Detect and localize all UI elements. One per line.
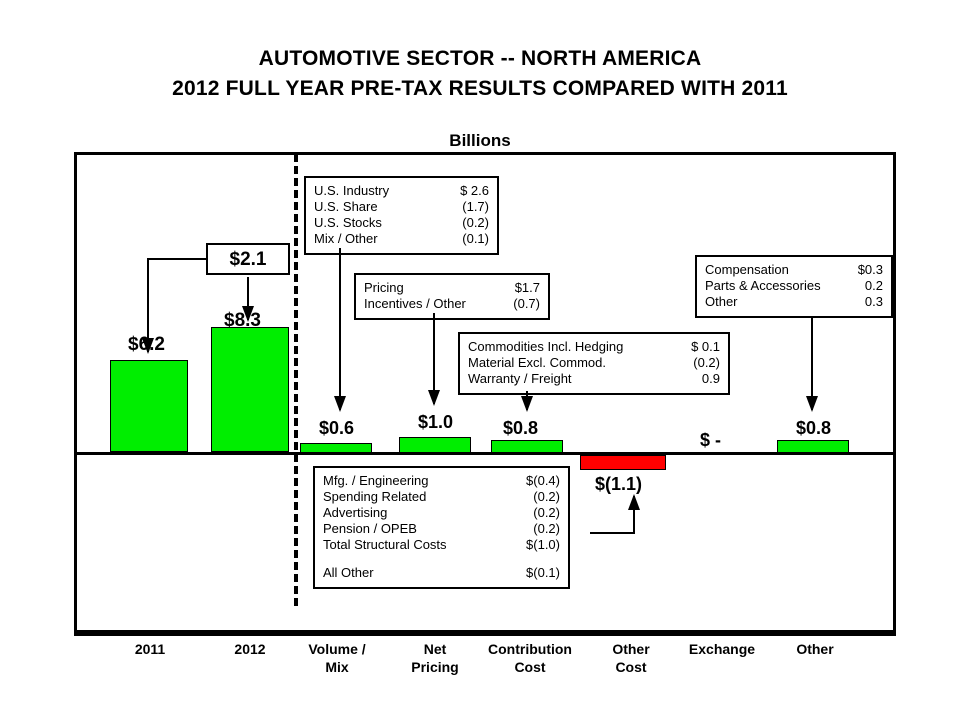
bar-label-volume-mix: $0.6 bbox=[319, 418, 355, 438]
title-line-2: 2012 FULL YEAR PRE-TAX RESULTS COMPARED WITH 2011 bbox=[172, 77, 788, 100]
title-line-1: AUTOMOTIVE SECTOR -- NORTH AMERICA bbox=[258, 47, 702, 70]
callout-label: Parts & Accessories bbox=[705, 278, 821, 293]
bar-label-2012: $8.3 bbox=[224, 310, 261, 331]
contribution-cost-callout bbox=[458, 332, 730, 395]
x-label-2011 bbox=[108, 640, 192, 658]
callout-label: Warranty / Freight bbox=[468, 371, 572, 386]
x-label-line1: Volume / bbox=[308, 641, 366, 657]
callout-label: U.S. Share bbox=[314, 199, 378, 214]
callout-label: U.S. Industry bbox=[314, 183, 390, 198]
bar-other bbox=[777, 440, 849, 453]
callout-value: $1.7 bbox=[514, 280, 540, 295]
units-label: Billions bbox=[449, 131, 511, 150]
bar-label-other-cost: $(1.1) bbox=[595, 474, 643, 494]
callout-value: (1.7) bbox=[462, 199, 489, 214]
bar-label-exchange: $ - bbox=[700, 430, 722, 450]
x-label-line2: Pricing bbox=[411, 659, 459, 675]
callout-label: Other bbox=[705, 294, 738, 309]
x-label-contribution-cost bbox=[478, 640, 582, 676]
callout-label: Total Structural Costs bbox=[323, 537, 447, 552]
bar-2012 bbox=[211, 327, 289, 452]
page-title bbox=[0, 44, 960, 104]
x-label-line1: 2012 bbox=[234, 641, 266, 657]
zero-baseline bbox=[74, 452, 896, 455]
callout-value: 0.9 bbox=[701, 371, 720, 386]
x-label-line2: Cost bbox=[514, 659, 546, 675]
x-label-2012 bbox=[208, 640, 292, 658]
x-label-line2: Mix bbox=[325, 659, 349, 675]
callout-value: $(0.4) bbox=[526, 473, 560, 488]
callout-label: Commodities Incl. Hedging bbox=[468, 339, 624, 354]
callout-value: (0.2) bbox=[533, 489, 560, 504]
callout-label: U.S. Stocks bbox=[314, 215, 382, 230]
callout-value: 0.2 bbox=[864, 278, 883, 293]
x-label-line1: Other bbox=[796, 641, 834, 657]
callout-label: Spending Related bbox=[323, 489, 427, 504]
callout-value: $(1.0) bbox=[526, 537, 560, 552]
callout-spacer bbox=[323, 553, 560, 565]
callout-value: (0.2) bbox=[462, 215, 489, 230]
callout-value: $(0.1) bbox=[526, 565, 560, 580]
x-label-other bbox=[772, 640, 858, 658]
actuals-bridge-divider bbox=[294, 154, 298, 606]
callout-value: $ 2.6 bbox=[460, 183, 489, 198]
bar-label-2011: $6.2 bbox=[128, 334, 165, 355]
callout-label: Advertising bbox=[323, 505, 388, 520]
x-label-line2: Cost bbox=[615, 659, 647, 675]
bar-other-cost bbox=[580, 455, 666, 470]
bar-contribution-cost bbox=[491, 440, 563, 453]
x-label-line1: Contribution bbox=[488, 641, 572, 657]
net-pricing-callout bbox=[354, 273, 550, 320]
x-label-line1: Net bbox=[423, 641, 447, 657]
axis-label-separator bbox=[74, 630, 896, 633]
callout-label: Compensation bbox=[705, 262, 789, 277]
callout-value: $ 0.1 bbox=[691, 339, 720, 354]
other-callout bbox=[695, 255, 893, 318]
callout-value: (0.2) bbox=[693, 355, 720, 370]
delta-callout-box bbox=[206, 243, 290, 275]
bar-2011 bbox=[110, 360, 188, 452]
bar-volume-mix bbox=[300, 443, 372, 453]
other-cost-callout bbox=[313, 466, 570, 589]
callout-value: (0.1) bbox=[462, 231, 489, 246]
bar-label-other: $0.8 bbox=[796, 418, 832, 438]
callout-value: $0.3 bbox=[857, 262, 883, 277]
bar-label-contribution-cost: $0.8 bbox=[503, 418, 539, 438]
x-label-line1: Exchange bbox=[688, 641, 756, 657]
callout-label: Mfg. / Engineering bbox=[323, 473, 429, 488]
bar-label-net-pricing: $1.0 bbox=[418, 412, 454, 432]
x-label-exchange bbox=[676, 640, 768, 658]
x-label-line1: Other bbox=[612, 641, 650, 657]
callout-value: 0.3 bbox=[864, 294, 883, 309]
x-label-line1: 2011 bbox=[134, 641, 166, 657]
callout-value: (0.2) bbox=[533, 505, 560, 520]
callout-label: Incentives / Other bbox=[364, 296, 466, 311]
x-label-net-pricing bbox=[392, 640, 478, 676]
callout-label: Mix / Other bbox=[314, 231, 378, 246]
x-label-volume-mix bbox=[294, 640, 380, 676]
delta-value: $2.1 bbox=[229, 249, 267, 270]
callout-label: Pension / OPEB bbox=[323, 521, 417, 536]
bar-net-pricing bbox=[399, 437, 471, 453]
callout-value: (0.7) bbox=[513, 296, 540, 311]
callout-label: Material Excl. Commod. bbox=[468, 355, 606, 370]
callout-label: All Other bbox=[323, 565, 374, 580]
callout-value: (0.2) bbox=[533, 521, 560, 536]
volume-mix-callout bbox=[304, 176, 499, 255]
x-label-other-cost bbox=[588, 640, 674, 676]
callout-label: Pricing bbox=[364, 280, 404, 295]
